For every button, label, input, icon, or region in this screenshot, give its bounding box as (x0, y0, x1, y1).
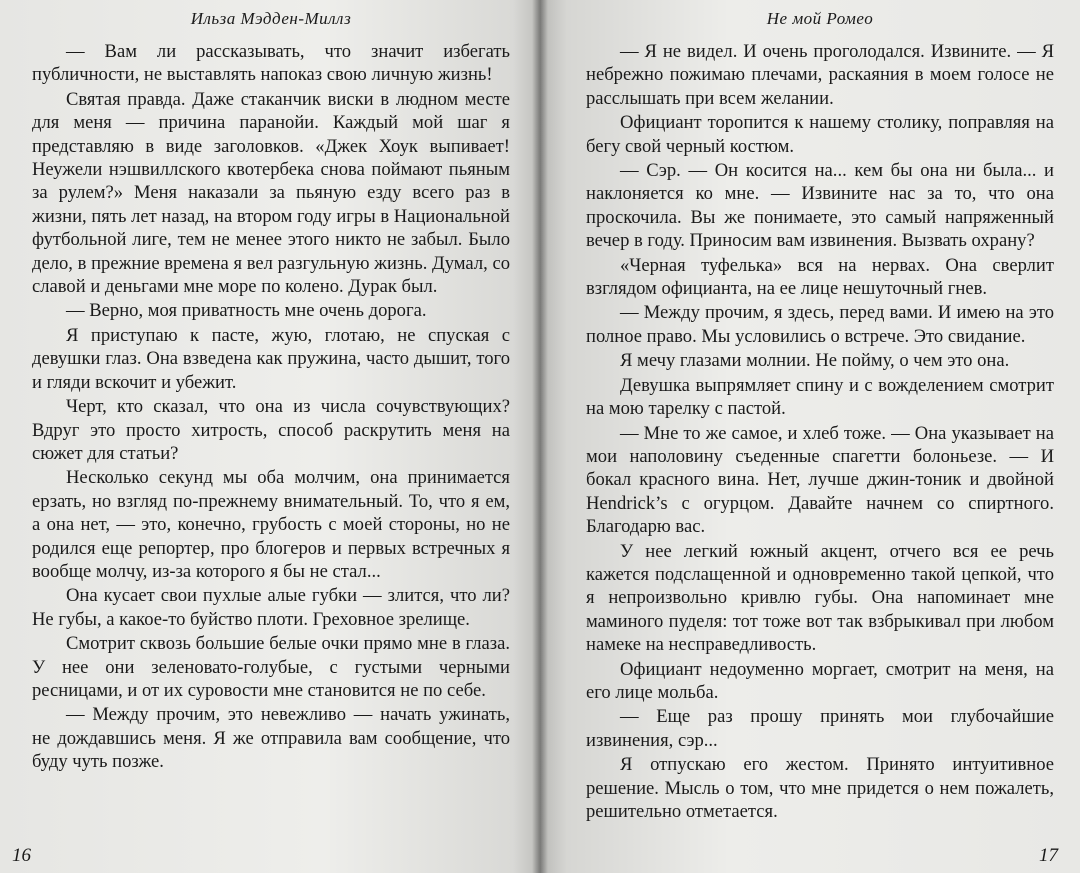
paragraph: — Между прочим, я здесь, перед вами. И имею на это полное право. Мы условились о встрече. Это свидание. (586, 302, 1054, 347)
paragraph: У нее легкий южный акцент, отчего вся ее речь кажется подслащенной и одновременно такой цепкой, что я непроизвольно кривлю губы. Она напоминает мне маминого пуделя: тот тоже вот так взбрыкивал при любом намеке на несправедливость. (586, 540, 1054, 656)
page-number-left: 16 (12, 845, 31, 866)
paragraph: Черт, кто сказал, что она из числа сочувствующих? Вдруг это просто хитрость, способ раскрутить меня на сюжет для статьи? (32, 396, 510, 464)
paragraph: — Между прочим, это невежливо — начать ужинать, не дождавшись меня. Я же отправила вам сообщение, что буду чуть позже. (32, 704, 510, 773)
paragraph: Официант недоуменно моргает, смотрит на меня, на его лице мольба. (586, 658, 1054, 703)
paragraph: Девушка выпрямляет спину и с вожделением смотрит на мою тарелку с пастой. (586, 374, 1054, 420)
paragraph: Я приступаю к пасте, жую, глотаю, не спуская с девушки глаз. Она взведена как пружина, часто дышит, того и гляди вскочит и убежит. (32, 324, 510, 393)
paragraph: — Еще раз прошу принять мои глубочайшие извинения, сэр... (586, 706, 1054, 751)
left-page-text (32, 40, 510, 774)
paragraph: Я отпускаю его жестом. Принято интуитивное решение. Мысль о том, что мне придется о нем пожалеть, решительно отметается. (586, 754, 1054, 822)
paragraph: «Черная туфелька» вся на нервах. Она сверлит взглядом официанта, на ее лице нешуточный гнев. (586, 254, 1054, 300)
right-page (540, 0, 1080, 873)
paragraph: Святая правда. Даже стаканчик виски в людном месте для меня — причина паранойи. Каждый мой шаг я представляю в виде заголовков. «Джек Хоук выпивает! Неужели нэшвиллского квотербека снова поймают пьяным за рулем?» Меня наказали за пьяную езду всего раз в жизни, пять лет назад, на втором году игры в Национальной футбольной лиге, тем не менее этого никто не забыл. Было дело, в прежние времена я вел разгульную жизнь. Думал, со славой и деньгами мне море по колено. Дурак был. (32, 88, 510, 298)
book-gutter (532, 0, 548, 873)
page-number-right: 17 (1039, 845, 1058, 866)
paragraph: — Вам ли рассказывать, что значит избегать публичности, не выставлять напоказ свою личную жизнь! (32, 41, 510, 86)
running-head-title: Не мой Ромео (766, 9, 874, 28)
paragraph: Она кусает свои пухлые алые губки — злится, что ли? Не губы, а какое-то буйство плоти. Греховное зрелище. (32, 585, 510, 630)
paragraph: Я мечу глазами молнии. Не пойму, о чем это она. (620, 350, 1010, 372)
paragraph: — Мне то же самое, и хлеб тоже. — Она указывает на мои наполовину съеденные спагетти болоньезе. — И бокал красного вина. Нет, лучше джин-тоник и двойной Hendrick’s с огурцом. Давайте начнем со спиртного. Благодарю вас. (586, 422, 1054, 538)
running-head-author: Ильза Мэдден-Миллз (190, 9, 352, 28)
paragraph: — Я не видел. И очень проголодался. Извините. — Я небрежно пожимаю плечами, раскаяния в моем голосе не расслышать при всем желании. (586, 41, 1054, 109)
right-page-text (586, 40, 1054, 823)
paragraph: Смотрит сквозь большие белые очки прямо мне в глаза. У нее они зеленовато-голубые, с густыми черными ресницами, и от их суровости мне становится не по себе. (32, 633, 510, 701)
paragraph: Официант торопится к нашему столику, поправляя на бегу свой черный костюм. (586, 112, 1054, 157)
paragraph: Несколько секунд мы оба молчим, она принимается ерзать, но взгляд по-прежнему внимательный. То, что я ем, а она нет, — это, конечно, грубость с моей стороны, но не родился еще репортер, про блогеров и первых встречных я вообще молчу, из-за которого я бы не стал... (32, 467, 510, 582)
paragraph: — Сэр. — Он косится на... кем бы она ни была... и наклоняется ко мне. — Извините нас за то, что она проскочила. Вы же понимаете, это самый напряженный вечер в году. Приносим вам извинения. Вызвать охрану? (586, 160, 1054, 252)
paragraph: — Верно, моя приватность мне очень дорога. (66, 300, 427, 322)
